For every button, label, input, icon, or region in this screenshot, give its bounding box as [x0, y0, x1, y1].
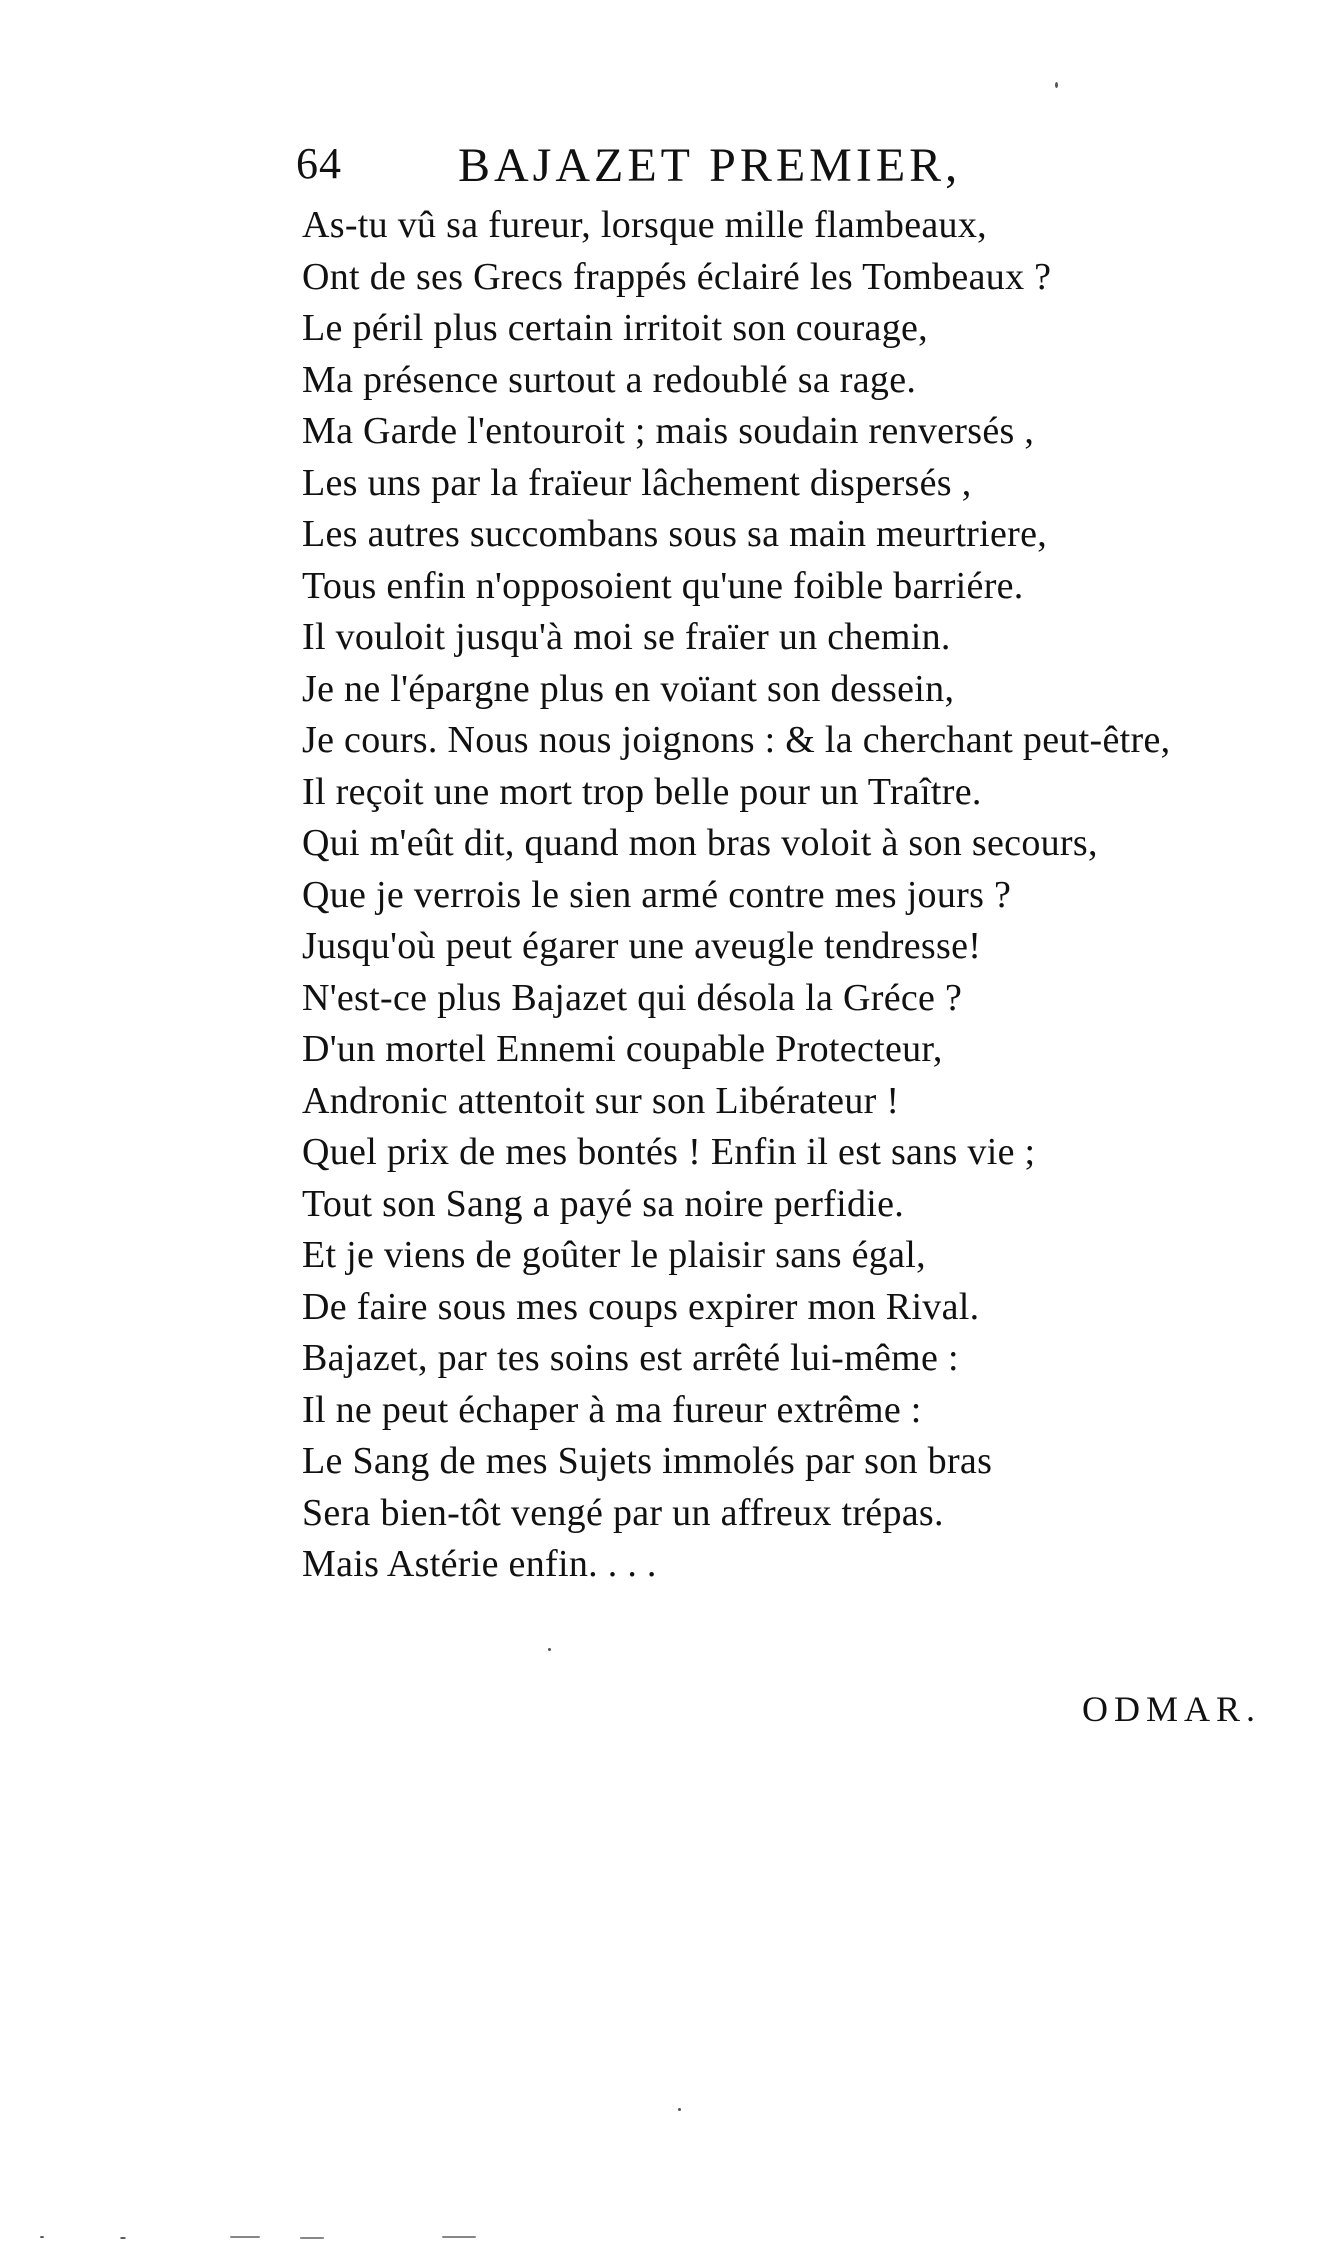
print-speck — [230, 2236, 260, 2238]
verse-line: Ma présence surtout a redoublé sa rage. — [302, 358, 917, 401]
print-speck — [40, 2236, 44, 2238]
verse-line: Ma Garde l'entouroit ; mais soudain renversés , — [302, 410, 1035, 452]
verse-block — [302, 200, 1222, 1591]
verse-line: Qui m'eût dit, quand mon bras voloit à son secours, — [302, 822, 1098, 864]
verse-line: Le péril plus certain irritoit son courage, — [302, 307, 928, 349]
print-speck — [120, 2237, 126, 2239]
verse-line: Mais Astérie enfin. . . . — [302, 1543, 657, 1585]
verse-line: N'est-ce plus Bajazet qui désola la Gréce ? — [302, 976, 963, 1019]
verse-line: Et je viens de goûter le plaisir sans égal, — [302, 1234, 926, 1276]
print-speck — [442, 2236, 476, 2238]
verse-line: Quel prix de mes bontés ! Enfin il est sans vie ; — [302, 1131, 1036, 1173]
verse-line: Tous enfin n'opposoient qu'une foible barriére. — [302, 564, 1024, 607]
page-header — [296, 138, 1176, 208]
print-speck — [300, 2237, 324, 2239]
verse-line: As-tu vû sa fureur, lorsque mille flambeaux, — [302, 204, 987, 246]
print-speck — [678, 2108, 681, 2111]
verse-line: Les uns par la fraïeur lâchement dispersés , — [302, 461, 972, 504]
verse-line: De faire sous mes coups expirer mon Rival. — [302, 1285, 980, 1328]
verse-line: Ont de ses Grecs frappés éclairé les Tombeaux ? — [302, 255, 1052, 298]
verse-line: Que je verrois le sien armé contre mes jours ? — [302, 873, 1012, 916]
verse-line: Tout son Sang a payé sa noire perfidie. — [302, 1182, 905, 1225]
verse-line: Il ne peut échaper à ma fureur extrême : — [302, 1388, 922, 1431]
verse-line: Andronic attentoit sur son Libérateur ! — [302, 1079, 900, 1122]
verse-line: Les autres succombans sous sa main meurtriere, — [302, 513, 1048, 555]
running-title: BAJAZET PREMIER, — [458, 139, 962, 192]
verse-line: Le Sang de mes Sujets immolés par son bras — [302, 1440, 993, 1482]
verse-line: Sera bien-tôt vengé par un affreux trépas. — [302, 1491, 944, 1534]
verse-line: Je cours. Nous nous joignons : & la cherchant peut-être, — [302, 719, 1171, 761]
verse-line: Il vouloit jusqu'à moi se fraïer un chemin. — [302, 616, 951, 658]
print-speck — [548, 1648, 551, 1651]
verse-line: D'un mortel Ennemi coupable Protecteur, — [302, 1028, 943, 1070]
verse-line: Je ne l'épargne plus en voïant son dessein, — [302, 667, 955, 710]
verse-line: Il reçoit une mort trop belle pour un Traître. — [302, 770, 982, 813]
verse-line: Jusqu'où peut égarer une aveugle tendresse! — [302, 925, 982, 967]
page-number: 64 — [296, 139, 342, 188]
speaker-name: ODMAR. — [1081, 1689, 1261, 1729]
verse-line: Bajazet, par tes soins est arrêté lui-même : — [302, 1337, 959, 1379]
print-speck — [1055, 82, 1058, 88]
